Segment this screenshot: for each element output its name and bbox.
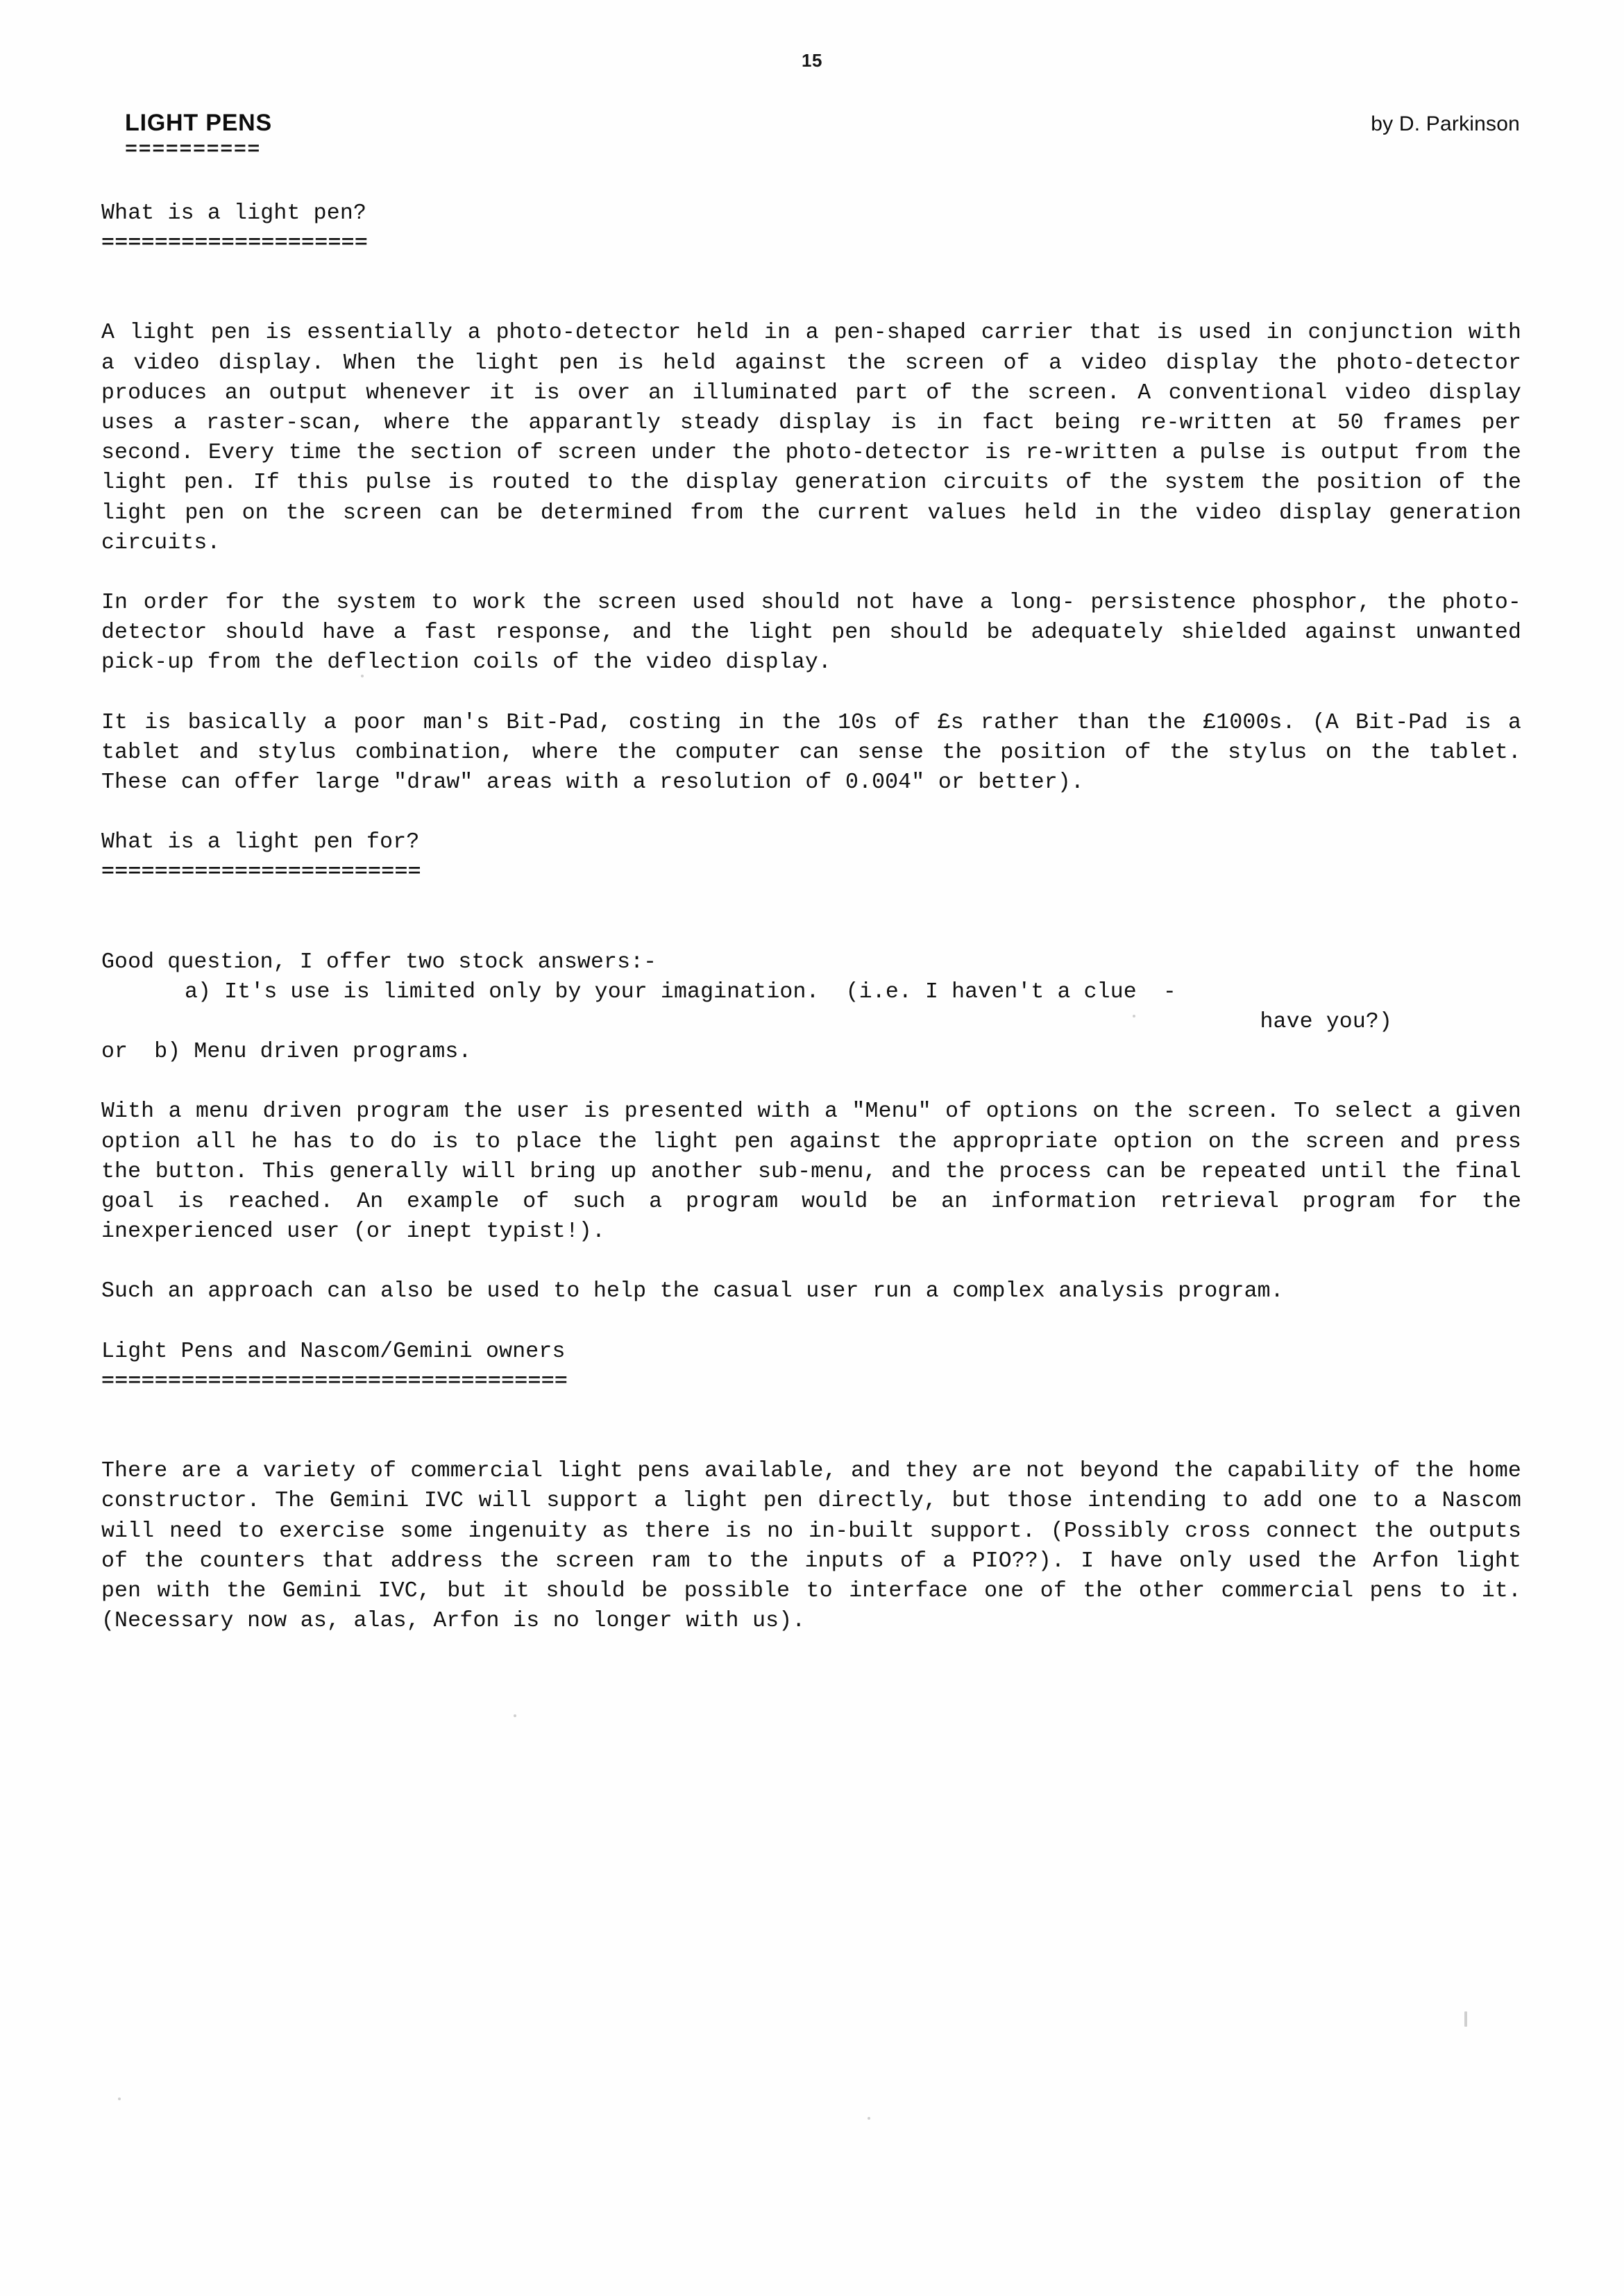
answer-option-a-continuation: have you?) [1260,1010,1392,1035]
answers-intro-line: Good question, I offer two stock answers:- [101,949,657,974]
section-heading-what-is-a-light-pen-for: What is a light pen for? [101,830,420,855]
section-heading-what-is-a-light-pen: What is a light pen? [101,201,367,226]
scan-speckle [868,2117,870,2120]
answer-option-b: or b) Menu driven programs. [101,1040,472,1065]
article-byline: by D. Parkinson [1371,112,1520,135]
spacer [101,258,1521,318]
spacer [101,558,1521,588]
section-heading-light-pens-nascom-gemini: Light Pens and Nascom/Gemini owners [101,1339,566,1364]
paragraph-bit-pad-comparison: It is basically a poor man's Bit-Pad, costing in the 10s of £s rather than the £1000s. (A Bit-Pad is a tablet and stylus combination, where the computer can sense the position of the stylus on the tablet. These can offer large "draw" areas with a resolution of 0.004" or better). [101,710,1521,795]
scan-speckle [118,2097,121,2100]
answer-option-a: a) It's use is limited only by your imagination. (i.e. I haven't a clue - [185,979,1176,1004]
page-number: 15 [802,50,822,71]
spacer [101,1247,1521,1276]
spacer [101,1067,1521,1097]
article-masthead [125,110,1520,160]
section-rule-what-is-a-light-pen-for: ======================== [101,862,421,882]
spacer [101,888,1521,947]
spacer [101,678,1521,708]
scan-speckle [514,1714,516,1717]
section-rule-what-is-a-light-pen: ==================== [101,233,369,253]
scan-speckle [1464,2011,1467,2027]
spacer [101,797,1521,827]
paragraph-phosphor-requirements: In order for the system to work the screen used should not have a long- persistence phosphor, the photo-detector should have a fast response, and the light pen should be adequately shielded against unwanted pick-up from the deflection coils of the video display. [101,591,1521,675]
paragraph-menu-driven-program: With a menu driven program the user is presented with a "Menu" of options on the screen. To select a given option all he has to do is to place the light pen against the appropriate option on the screen and press the button. This generally will bring up another sub-menu, and the process can be repeated until the final goal is reached. An example of such a program would be an information retrieval program for the inexperienced user (or inept typist!). [101,1099,1521,1244]
section-rule-light-pens-nascom-gemini: =================================== [101,1371,568,1392]
article-title: LIGHT PENS [125,110,273,136]
spacer [101,1396,1521,1456]
article-body [101,199,1521,1636]
spacer [101,1307,1521,1337]
paragraph-light-pen-definition: A light pen is essentially a photo-detector held in a pen-shaped carrier that is used in conjunction with a video display. When the light pen is held against the screen of a video display the photo-detector produces an output whenever it is over an illuminated part of the screen. A conventional video display uses a raster-scan, where the apparantly steady display is in fact being re-written at 50 frames per second. Every time the section of screen under the photo-detector is re-written a pulse is output from the light pen. If this pulse is routed to the display generation circuits of the system the position of the light pen on the screen can be determined from the current values held in the video display generation circuits. [101,321,1521,555]
paragraph-commercial-light-pens: There are a variety of commercial light pens available, and they are not beyond the capability of the home constructor. The Gemini IVC will support a light pen directly, but those intending to add one to a Nascom will need to exercise some ingenuity as there is no in-built support. (Possibly cross connect the outputs of the counters that address the screen ram to the inputs of a PIO??). I have only used the Arfon light pen with the Gemini IVC, but it should be possible to interface one of the other commercial pens to it. (Necessary now as, alas, Arfon is no longer with us). [101,1459,1521,1634]
masthead-underline-rule: ========== [125,140,262,160]
paragraph-casual-user-analysis: Such an approach can also be used to help the casual user run a complex analysis program. [101,1279,1284,1304]
